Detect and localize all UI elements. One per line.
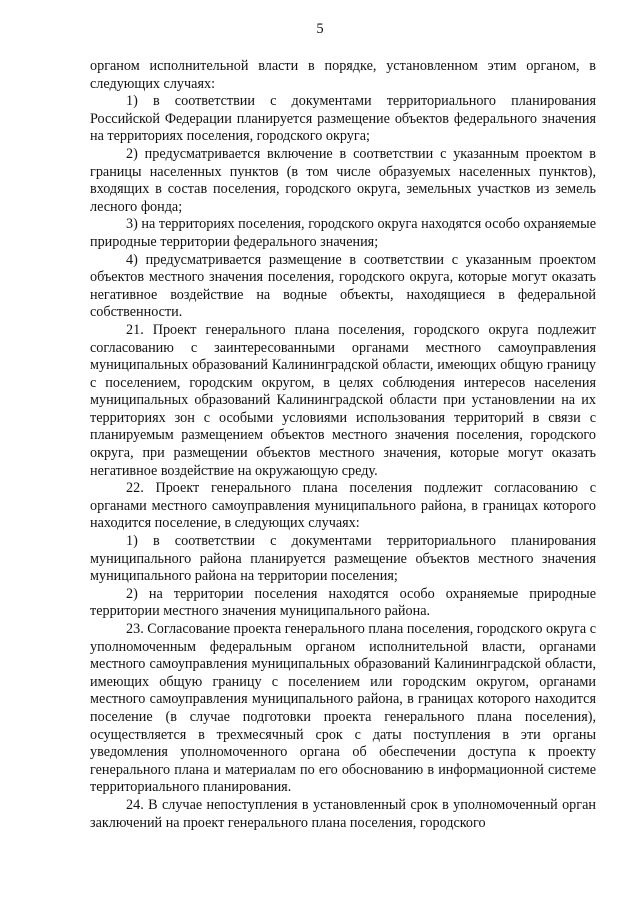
paragraph-clause-22: 22. Проект генерального плана поселения подлежит согласованию с органами местного самоуправления муниципального района, в границах которого находится поселение, в следующих случаях:	[90, 480, 596, 532]
page-number: 5	[316, 21, 324, 37]
paragraph-clause-24: 24. В случае непоступления в установленный срок в уполномоченный орган заключений на проект генерального плана поселения, городского	[90, 796, 596, 831]
paragraph-clause-21: 21. Проект генерального плана поселения, городского округа подлежит согласованию с заинтересованными органами местного самоуправления муниципальных образований Калининградской области, имеющих общую границу с поселением, городским округом, в целях соблюдения интересов населения муниципальных образований Калининградской области при установлении на их территориях зон с особыми условиями использования территорий в связи с планируемым размещением объектов местного значения поселения, городского округа, при размещении объектов местного значения, которые могут оказать негативное воздействие на окружающую среду.	[90, 321, 596, 479]
paragraph-item-2-forest-lands: 2) предусматривается включение в соответствии с указанным проектом в границы населенных пунктов (в том числе образуемых населенных пунктов), входящих в состав поселения, городского округа, земельных участков из земель лесного фонда;	[90, 145, 596, 215]
paragraph-clause-22-item-1: 1) в соответствии с документами территориального планирования муниципального района планируется размещение объектов местного значения муниципального района на территории поселения;	[90, 533, 596, 585]
paragraph-item-4-water-objects: 4) предусматривается размещение в соответствии с указанным проектом объектов местного значения поселения, городского округа, которые могут оказать негативное воздействие на водные объекты, находящиеся в федеральной собственности.	[90, 251, 596, 321]
document-body	[90, 58, 596, 832]
paragraph-item-3-protected-areas: 3) на территориях поселения, городского округа находятся особо охраняемые природные территории федерального значения;	[90, 216, 596, 250]
paragraph-item-1-federal: 1) в соответствии с документами территориального планирования Российской Федерации планируется размещение объектов федерального значения на территориях поселения, городского округа;	[90, 93, 596, 145]
paragraph-continuation: органом исполнительной власти в порядке, установленном этим органом, в следующих случаях:	[90, 58, 596, 92]
paragraph-clause-22-item-2: 2) на территории поселения находятся особо охраняемые природные территории местного значения муниципального района.	[90, 585, 596, 620]
paragraph-clause-23: 23. Согласование проекта генерального плана поселения, городского округа с уполномоченным федеральным органом исполнительной власти, органами местного самоуправления муниципальных образований Калининградской области, имеющих общую границу с поселением или городским округом, органами местного самоуправления муниципального района, в границах которого находится поселение (в случае подготовки проекта генерального плана поселения), осуществляется в трехмесячный срок с даты поступления в эти органы уведомления уполномоченного органа об обеспечении доступа к проекту генерального плана и материалам по его обоснованию в информационной системе территориального планирования.	[90, 621, 596, 796]
